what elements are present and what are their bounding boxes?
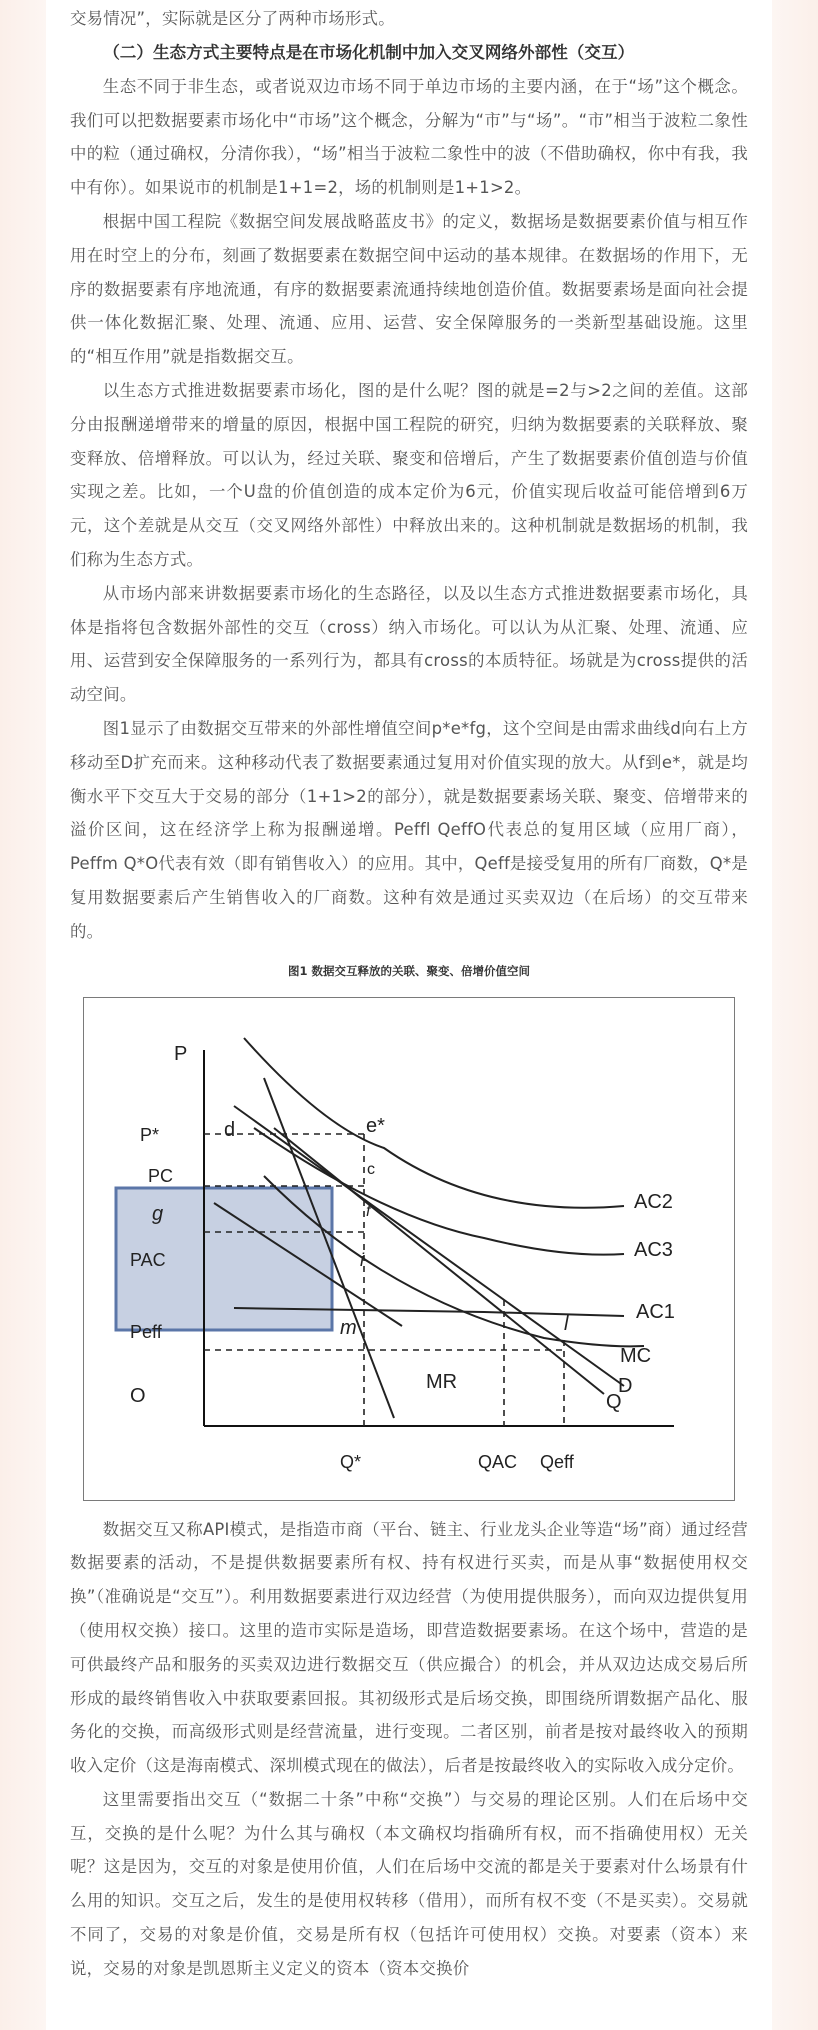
ac2-curve xyxy=(244,1038,624,1208)
figure-caption: 图1 数据交互释放的关联、聚变、倍增价值空间 xyxy=(287,963,530,978)
label-Q: Q xyxy=(606,1390,622,1413)
label-D: D xyxy=(618,1374,633,1397)
article-body xyxy=(46,0,772,2030)
label-i: i xyxy=(360,1249,364,1270)
diagram-svg xyxy=(84,998,734,1500)
label-estar: e* xyxy=(366,1114,385,1137)
section-heading: （二）生态方式主要特点是在市场化机制中加入交叉网络外部性（交互） xyxy=(103,42,635,62)
label-f: f xyxy=(366,1202,371,1220)
label-AC1: AC1 xyxy=(636,1300,675,1323)
paragraph: 这里需要指出交互（“数据二十条”中称“交换”）与交易的理论区别。人们在后场中交互，交换的是什么呢？为什么其与确权（本文确权均指确所有权，而不指确使用权）无关呢？这是因为，交互的对象是使用价值，人们在后场中交流的都是关于要素对什么场景有什么用的知识。交互之后，发生的是使用权转移（借用），而所有权不变（不是买卖）。交易就不同了，交易的对象是价值，交易是所有权（包括许可使用权）交换。对要素（资本）来说，交易的对象是凯恩斯主义定义的资本（资本交换价 xyxy=(70,1789,748,1978)
label-c: c xyxy=(367,1160,375,1178)
figure-diagram xyxy=(83,997,735,1501)
page-margin-left xyxy=(0,0,46,2030)
paragraph: 生态不同于非生态，或者说双边市场不同于单边市场的主要内涵，在于“场”这个概念。我们可以把数据要素市场化中“市场”这个概念，分解为“市”与“场”。“市”相当于波粒二象性中的粒（通过确权，分清你我），“场”相当于波粒二象性中的波（不借助确权，你中有我，我中有你）。如果说市的机制是1+1=2，场的机制则是1+1>2。 xyxy=(70,76,748,198)
label-Qstar: Q* xyxy=(340,1451,362,1472)
label-Qeff: Qeff xyxy=(540,1451,574,1472)
label-MR: MR xyxy=(426,1370,458,1393)
label-MC: MC xyxy=(620,1344,652,1367)
label-d: d xyxy=(224,1118,236,1141)
paragraph: 数据交互又称API模式，是指造市商（平台、链主、行业龙头企业等造“场”商）通过经营数据要素的活动，不是提供数据要素所有权、持有权进行买卖，而是从事“数据使用权交换”（准确说是“交互”）。利用数据要素进行双边经营（为使用提供服务），而向双边提供复用（使用权交换）接口。这里的造市实际是造场，即营造数据要素场。在这个场中，营造的是可供最终产品和服务的买卖双边进行数据交互（供应撮合）的机会，并从双边达成交易后所形成的最终销售收入中获取要素回报。其初级形式是后场交换，即围绕所谓数据产品化、服务化的交换，而高级形式则是经营流量，进行变现。二者区别，前者是按对最终收入的预期收入定价（这是海南模式、深圳模式现在的做法），后者是按最终收入的实际收入成分定价。 xyxy=(70,1519,748,1776)
label-Qac: QAC xyxy=(478,1451,518,1472)
label-Pstar: P* xyxy=(140,1124,160,1145)
paragraph: 图1显示了由数据交互带来的外部性增值空间p*e*fg，这个空间是由需求曲线d向右上方移动至D扩充而来。这种移动代表了数据要素通过复用对价值实现的放大。从f到e*，就是均衡水平下交互大于交易的部分（1+1>2的部分），就是数据要素场关联、聚变、倍增带来的溢价区间，这在经济学上称为报酬递增。Peffl QeffO代表总的复用区域（应用厂商），Peffm Q*O代表有效（即有销售收入）的应用。其中，Qeff是接受复用的所有厂商数，Q*是复用数据要素后产生销售收入的厂商数。这种有效是通过买卖双边（在后场）的交互带来的。 xyxy=(70,718,748,941)
label-O: O xyxy=(130,1384,146,1407)
label-g: g xyxy=(152,1202,164,1225)
paragraph: 交易情况”，实际就是区分了两种市场形式。 xyxy=(70,9,395,28)
paragraph: 从市场内部来讲数据要素市场化的生态路径，以及以生态方式推进数据要素市场化，具体是指将包含数据外部性的交互（cross）纳入市场化。可以认为从汇聚、处理、流通、应用、运营到安全保障服务的一系列行为，都具有cross的本质特征。场就是为cross提供的活动空间。 xyxy=(70,583,748,705)
paragraph: 根据中国工程院《数据空间发展战略蓝皮书》的定义，数据场是数据要素价值与相互作用在时空上的分布，刻画了数据要素在数据空间中运动的基本规律。在数据场的作用下，无序的数据要素有序地流通，有序的数据要素流通持续地创造价值。数据要素场是面向社会提供一体化数据汇聚、处理、流通、应用、运营、安全保障服务的一类新型基础设施。这里的“相互作用”就是指数据交互。 xyxy=(70,211,748,367)
label-Pc: PC xyxy=(148,1165,174,1186)
paragraph: 以生态方式推进数据要素市场化，图的是什么呢？图的就是=2与>2之间的差值。这部分由报酬递增带来的增量的原因，根据中国工程院的研究，归纳为数据要素的关联释放、聚变释放、倍增释放。可以认为，经过关联、聚变和倍增后，产生了数据要素价值创造与价值实现之差。比如，一个U盘的价值创造的成本定价为6元，价值实现后收益可能倍增到6万元，这个差就是从交互（交叉网络外部性）中释放出来的。这种机制就是数据场的机制，我们称为生态方式。 xyxy=(70,380,748,569)
label-AC3: AC3 xyxy=(634,1238,673,1261)
page-margin-right xyxy=(772,0,818,2030)
label-l: l xyxy=(564,1312,569,1335)
label-Peff: Peff xyxy=(130,1321,162,1342)
label-AC2: AC2 xyxy=(634,1190,673,1213)
label-Pac: PAC xyxy=(130,1249,166,1270)
label-P: P xyxy=(174,1042,188,1065)
label-m: m xyxy=(340,1316,357,1339)
